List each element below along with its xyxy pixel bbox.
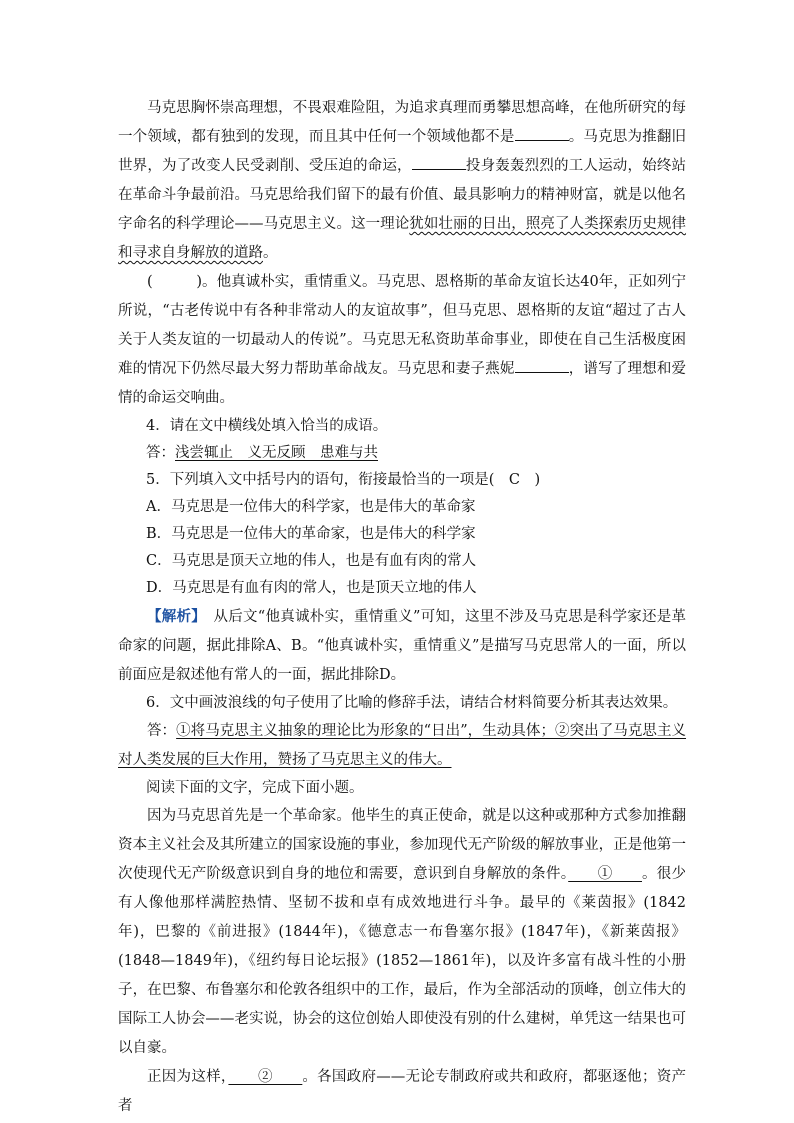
- passage-paragraph-2: [118, 268, 686, 413]
- analysis-5: [118, 602, 686, 690]
- sentence-bracket: ( ): [147, 274, 202, 290]
- passage-text: 。马克思为推翻旧世界，为了改变人民受剥削、受压迫的命运，: [118, 129, 687, 174]
- numbered-blank-1: ①: [568, 866, 642, 882]
- option-d: D．马克思是有血有肉的常人，也是顶天立地的伟人: [146, 580, 477, 596]
- answer-label: 答：: [147, 723, 177, 739]
- passage-text: 。: [263, 245, 278, 261]
- answer-text: 浅尝辄止 义无反顾 患难与共: [175, 445, 378, 461]
- idiom-blank-1: [515, 126, 569, 141]
- document-content: [118, 94, 686, 1121]
- idiom-blank-2: [412, 155, 466, 170]
- option-c: C．马克思是顶天立地的伟人，也是有血有肉的常人: [146, 553, 477, 569]
- wavy-underlined-sentence: 犹如壮丽的日出，照亮了人类探索历史规律和寻求自身解放的道路: [118, 216, 687, 261]
- option-b: B．马克思是一位伟大的革命家，也是伟大的科学家: [146, 526, 476, 542]
- analysis-tag: 【解析】: [147, 608, 199, 625]
- question-5: 5．下列填入文中括号内的语句，衔接最恰当的一项是( C ): [146, 472, 541, 488]
- passage-text: 。很少有人像他那样满腔热情、坚韧不拔和卓有成效地进行斗争。最早的《莱茵报》(1842年)，巴黎的《前进报》(1844年)，《德意志一布鲁塞尔报》(1847年)，《新莱茵报》(1848—1849年)，《纽约每日论坛报》(1852—1861年)，以及许多富有战斗性的小册子，在巴黎、布鲁塞尔和伦敦各组织中的工作，最后，作为全部活动的顶峰，创立伟大的国际工人协会——老实说，协会的这位创始人即使没有别的什么建树，单凭这一结果也可以自豪。: [118, 866, 687, 1056]
- reading-paragraph-1: [118, 802, 686, 1063]
- answer-6: [118, 717, 686, 775]
- passage-text: 。他真诚朴实，重情重义。马克思、恩格斯的革命友谊长达40年，正如列宁所说，“古老传说中有各种非常动人的友谊故事”，但马克思、恩格斯的友谊“超过了古人关于人类友谊的一切最动人的传说”。马克思无私资助革命事业，即使在自己生活极度困难的情况下仍然尽最大努力帮助革命战友。马克思和妻子燕妮: [118, 274, 686, 377]
- numbered-blank-2: ②: [228, 1069, 303, 1085]
- answer-4: [118, 440, 686, 467]
- passage-text: 。各国政府——无论专制政府或共和政府，都驱逐他；资产者: [118, 1069, 687, 1114]
- option-a: A．马克思是一位伟大的科学家，也是伟大的革命家: [146, 499, 476, 515]
- passage-text: 正因为这样，: [147, 1069, 229, 1085]
- reading-intro: 阅读下面的文字，完成下面小题。: [146, 780, 364, 796]
- passage-text: 马克思胸怀崇高理想，不畏艰难险阻，为追求真理而勇攀思想高峰，在他所研究的每一个领域，都有独到的发现，而且其中任何一个领域他都不是: [118, 100, 686, 145]
- analysis-text: 从后文“他真诚朴实，重情重义”可知，这里不涉及马克思是科学家还是革命家的问题，据此排除A、B。“他真诚朴实，重情重义”是描写马克思常人的一面，所以前面应是叙述他有常人的一面，据此排除D。: [118, 609, 687, 683]
- reading-paragraph-2: [118, 1063, 686, 1121]
- question-4: 4．请在文中横线处填入恰当的成语。: [146, 418, 388, 434]
- answer-label: 答：: [146, 445, 175, 461]
- passage-text: 投身轰轰烈烈的工人运动，始终站在革命斗争最前沿。马克思给我们留下的最有价值、最具影响力的精神财富，就是以他名字命名的科学理论——马克思主义。这一理论: [118, 158, 687, 232]
- question-6: 6．文中画波浪线的句子使用了比喻的修辞手法，请结合材料简要分析其表达效果。: [146, 695, 678, 711]
- passage-paragraph-1: [118, 94, 686, 268]
- answer-text: ①将马克思主义抽象的理论比为形象的“日出”，生动具体；②突出了马克思主义对人类发展的巨大作用，赞扬了马克思主义的伟大。: [118, 723, 687, 768]
- idiom-blank-3: [515, 358, 569, 373]
- passage-text: ，谱写了理想和爱情的命运交响曲。: [118, 361, 687, 406]
- passage-text: 因为马克思首先是一个革命家。他毕生的真正使命，就是以这种或那种方式参加推翻资本主义社会及其所建立的国家设施的事业，参加现代无产阶级的解放事业，正是他第一次使现代无产阶级意识到自身的地位和需要，意识到自身解放的条件。: [118, 808, 686, 882]
